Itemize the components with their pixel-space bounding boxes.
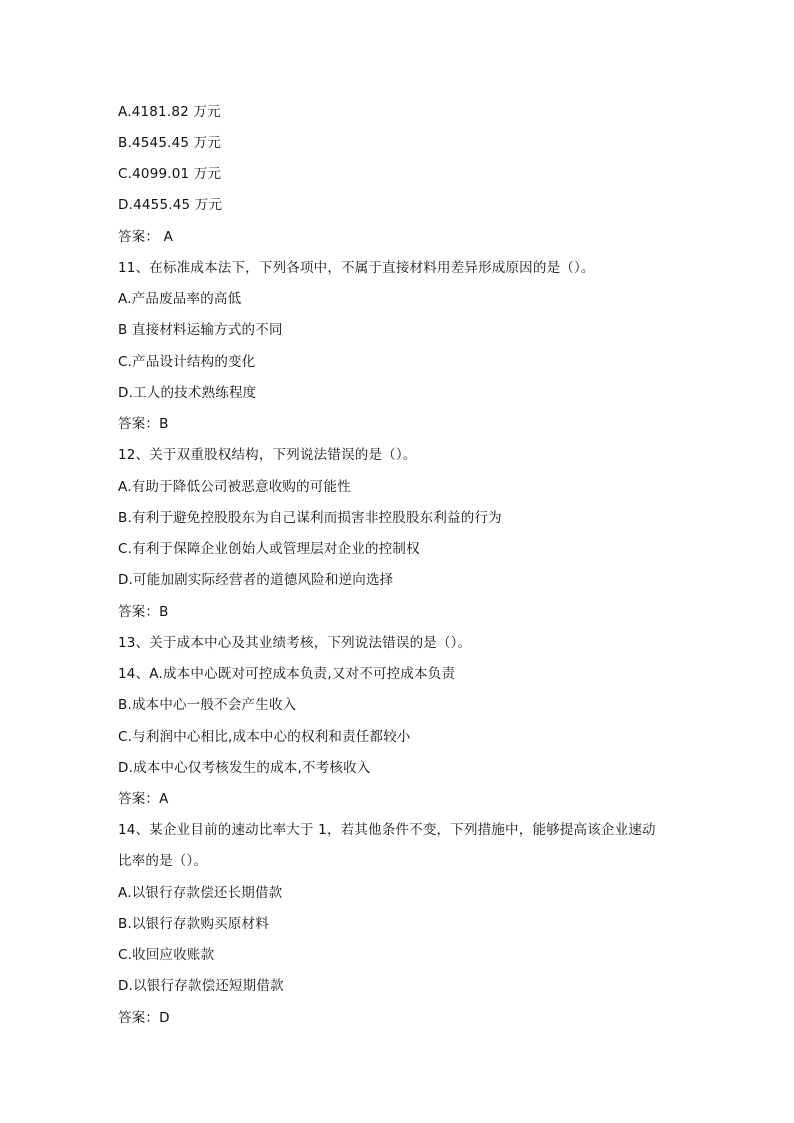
question-12-option-b: B.有利于避免控股股东为自己谋利而损害非控股股东利益的行为 [118,510,502,526]
answer-13: 答案：A [118,791,169,807]
question-14-line-1: 14、某企业目前的速动比率大于 1，若其他条件不变，下列措施中，能够提高该企业速动 [118,822,656,838]
question-11: 11、在标准成本法下，下列各项中，不属于直接材料用差异形成原因的是（）。 [118,260,595,276]
question-11-option-c: C.产品设计结构的变化 [118,354,256,370]
question-13: 13、关于成本中心及其业绩考核，下列说法错误的是（）。 [118,635,472,651]
question-14-option-c: C.收回应收账款 [118,947,215,963]
question-12-option-d: D.可能加剧实际经营者的道德风险和逆向选择 [118,572,394,588]
option-b-amount: B.4545.45 万元 [118,135,222,151]
question-14-option-b: B.以银行存款购买原材料 [118,916,269,932]
question-14-line-2: 比率的是（）。 [118,853,208,869]
answer-12: 答案：B [118,604,169,620]
question-14-option-a: A.以银行存款偿还长期借款 [118,885,283,901]
question-11-option-d: D.工人的技术熟练程度 [118,385,257,401]
question-13-option-b: B.成本中心一般不会产生收入 [118,697,297,713]
question-13-option-c: C.与利润中心相比,成本中心的权利和责任都较小 [118,729,411,745]
option-c-amount: C.4099.01 万元 [118,166,222,182]
question-12-option-c: C.有利于保障企业创始人或管理层对企业的控制权 [118,541,420,557]
answer-14: 答案：D [118,1010,170,1026]
question-13-option-a: 14、A.成本中心既对可控成本负责,又对不可控成本负责 [118,666,456,682]
question-12: 12、关于双重股权结构，下列说法错误的是（）。 [118,447,417,463]
question-11-option-a: A.产品废品率的高低 [118,291,242,307]
option-a-amount: A.4181.82 万元 [118,104,221,120]
question-12-option-a: A.有助于降低公司被恶意收购的可能性 [118,479,351,495]
question-13-option-d: D.成本中心仅考核发生的成本,不考核收入 [118,760,371,776]
answer-10: 答案： A [118,229,174,245]
question-14-option-d: D.以银行存款偿还短期借款 [118,978,284,994]
question-11-option-b: B 直接材料运输方式的不同 [118,322,283,338]
option-d-amount: D.4455.45 万元 [118,197,223,213]
answer-11: 答案：B [118,416,169,432]
